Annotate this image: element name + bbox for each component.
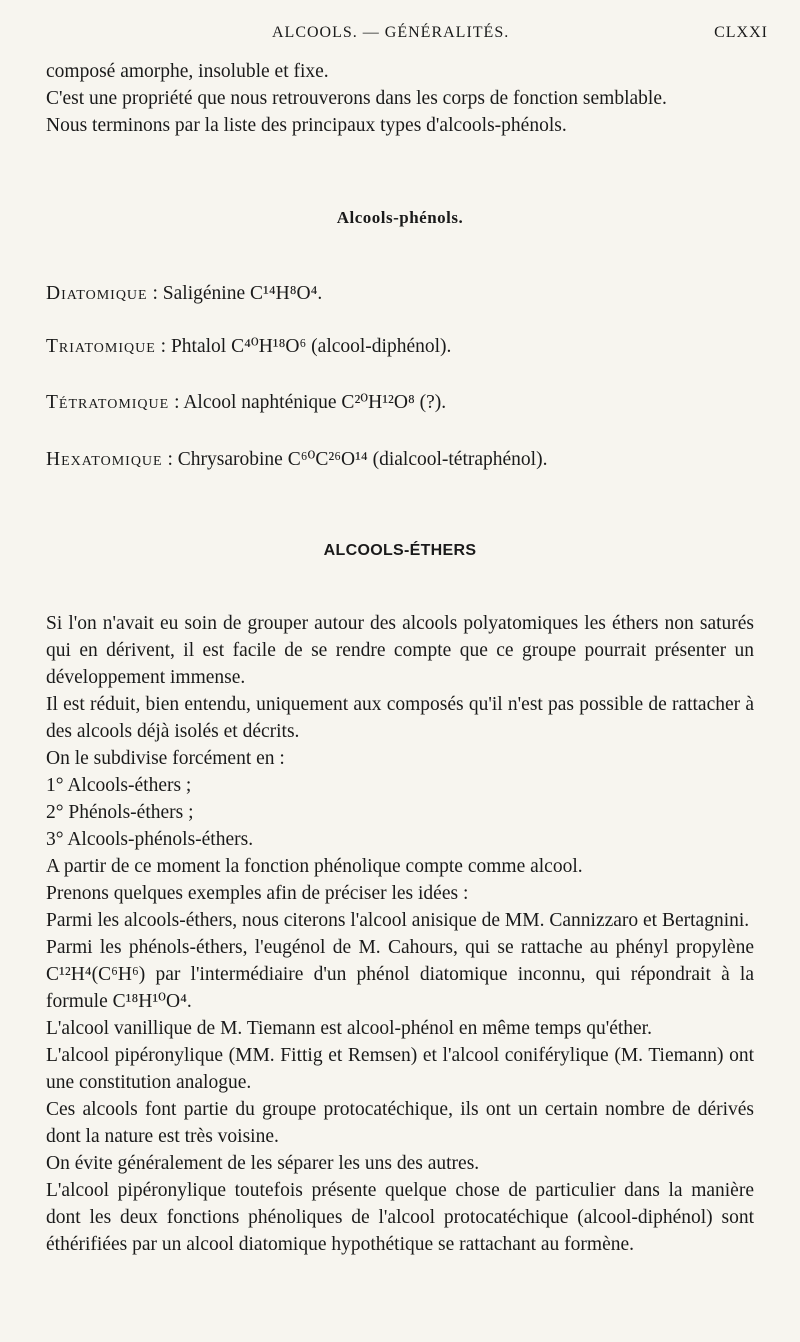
paragraph-6: Parmi les alcools-éthers, nous citerons l'alcool anisique de MM. Cannizzaro et Bertagnini. — [46, 910, 750, 931]
section-title-alcools-ethers: ALCOOLS-ÉTHERS — [323, 542, 477, 559]
list-item-1: 1° Alcools-éthers ; — [46, 775, 192, 796]
type-row-hexatomique — [46, 446, 547, 473]
paragraph-2: Il est réduit, bien entendu, uniquement aux composés qu'il n'est pas possible de rattacher à des alcools déjà isolés et décrits. — [46, 694, 754, 742]
type-sep: : — [147, 283, 163, 304]
type-text: Saligénine C¹⁴H⁸O⁴. — [162, 283, 323, 304]
type-sep: : — [169, 392, 184, 413]
type-sep: : — [162, 449, 178, 470]
header-title: ALCOOLS. — GÉNÉRALITÉS. — [272, 24, 510, 41]
type-text: Alcool naphténique C²⁰H¹²O⁸ (?). — [183, 392, 447, 413]
type-row-diatomique — [46, 280, 322, 307]
paragraph-3: On le subdivise forcément en : — [46, 748, 285, 769]
paragraph-8: L'alcool vanillique de M. Tiemann est alcool-phénol en même temps qu'éther. — [46, 1018, 652, 1039]
paragraph-10: Ces alcools font partie du groupe protocatéchique, ils ont un certain nombre de dérivés dont la nature est très voisine. — [46, 1099, 754, 1147]
paragraph-12: L'alcool pipéronylique toutefois présente quelque chose de particulier dans la manière dont les deux fonctions phénoliques de l'alcool protocatéchique (alcool-diphénol) sont éthérifiées par un alcool diatomique hypothétique se rattachant au formène. — [46, 1180, 754, 1255]
section-title-alcools-phenols: Alcools-phénols. — [336, 208, 464, 227]
body-block — [46, 610, 754, 1258]
type-label: Triatomique — [46, 336, 156, 357]
type-text: Phtalol C⁴⁰H¹⁸O⁶ (alcool-diphénol). — [170, 336, 452, 357]
type-label: Tétratomique — [46, 392, 170, 413]
paragraph-5: Prenons quelques exemples afin de préciser les idées : — [46, 883, 469, 904]
type-text: Chrysarobine C⁶⁰C²⁶O¹⁴ (dialcool-tétraphénol). — [177, 449, 548, 470]
paragraph-1: Si l'on n'avait eu soin de grouper autour des alcools polyatomiques les éthers non saturés qui en dérivent, il est facile de se rendre compte que ce groupe pourrait présenter un développement immense. — [46, 613, 754, 688]
type-label: Hexatomique — [46, 449, 163, 470]
paragraph-11: On évite généralement de les séparer les uns des autres. — [46, 1153, 480, 1174]
intro-line-3: Nous terminons par la liste des principaux types d'alcools-phénols. — [46, 115, 567, 136]
paragraph-7: Parmi les phénols-éthers, l'eugénol de M. Cahours, qui se rattache au phényl propylène C¹²H⁴(C⁶H⁶) par l'intermédiaire d'un phénol diatomique inconnu, qui répondrait à la formule C¹⁸H¹⁰O⁴. — [46, 937, 754, 1012]
intro-block — [46, 58, 754, 139]
type-row-triatomique — [46, 333, 451, 360]
type-label: Diatomique — [46, 283, 148, 304]
page-number: CLXXI — [714, 24, 768, 41]
type-row-tetratomique — [46, 389, 446, 416]
list-item-3: 3° Alcools-phénols-éthers. — [46, 829, 254, 850]
intro-line-2: C'est une propriété que nous retrouverons dans les corps de fonction semblable. — [46, 88, 667, 109]
running-header — [0, 24, 800, 48]
intro-line-1: composé amorphe, insoluble et fixe. — [46, 61, 329, 82]
paragraph-4: A partir de ce moment la fonction phénolique compte comme alcool. — [46, 856, 583, 877]
list-item-2: 2° Phénols-éthers ; — [46, 802, 194, 823]
type-sep: : — [155, 336, 171, 357]
paragraph-9: L'alcool pipéronylique (MM. Fittig et Remsen) et l'alcool coniférylique (M. Tiemann) ont une constitution analogue. — [46, 1045, 754, 1093]
